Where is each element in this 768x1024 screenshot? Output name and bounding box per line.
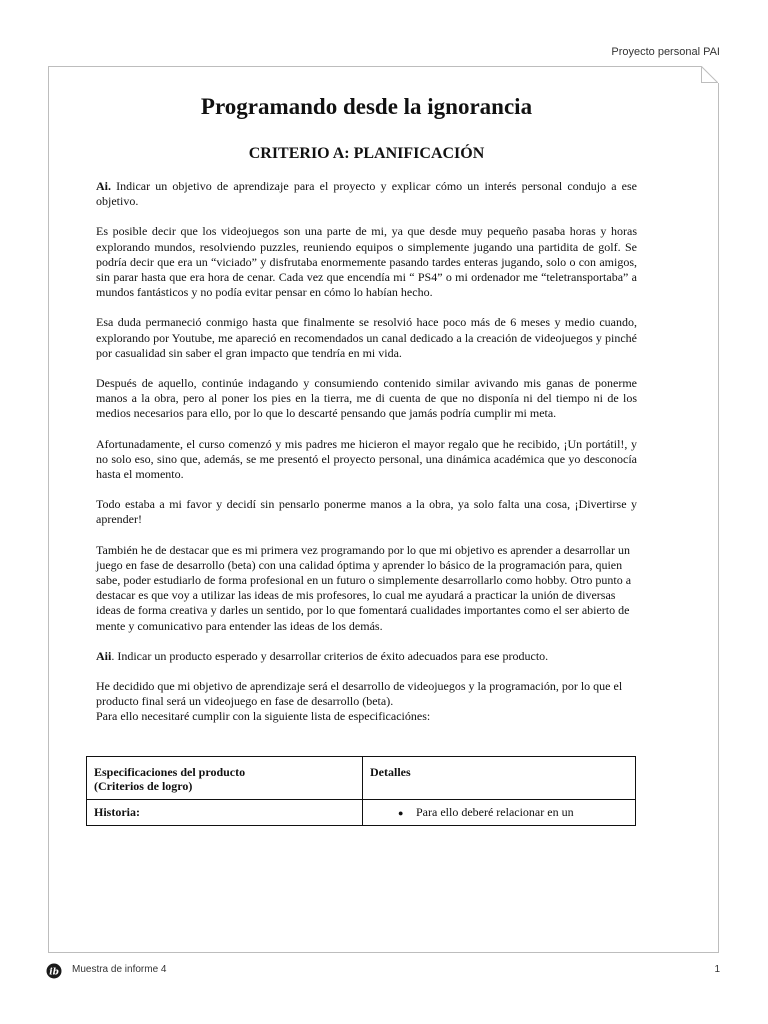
aii-prompt-text: . Indicar un producto esperado y desarrollar criterios de éxito adecuados para ese producto. [111, 648, 549, 663]
page-fold-icon [701, 66, 718, 83]
paragraph: También he de destacar que es mi primera vez programando por lo que mi objetivo es aprender a desarrollar un juego en fase de desarrollo (beta) con una calidad óptima y aprender lo básico de la programación para, quien sabe, poder estudiarlo de forma profesional en un futuro o simplemente desarrollarlo como hobby. Otro punto a destacar es que voy a utilizar las ideas de mis profesores, lo cual me ayudará a practicar la unión de diversas ideas de forma creativa y darles un sentido, por lo que fomentará cualidades importantes como el ser abierto de mente y comunicativo para entender las ideas de los demás. [96, 542, 632, 633]
table-header-row [87, 757, 636, 800]
ib-logo-icon [46, 963, 62, 979]
paragraph: Esa duda permaneció conmigo hasta que finalmente se resolvió hace poco más de 6 meses y medio cuando, explorando por Youtube, me apareció en recomendados un canal dedicado a la creación de videojuegos y pinché por casualidad sin saber el gran impacto que tendría en mi vida. [96, 315, 637, 360]
ai-prompt [96, 179, 637, 209]
paragraph: Todo estaba a mi favor y decidí sin pensarlo ponerme manos a la obra, ya solo falta una cosa, ¡Divertirse y aprender! [96, 497, 637, 527]
bullet-icon: ● [398, 808, 404, 818]
page-frame-right-border [718, 83, 719, 952]
table-cell-details [363, 800, 636, 826]
list-item-text: Para ello deberé relacionar en un [416, 805, 574, 819]
svg-text:ib: ib [49, 967, 59, 978]
ai-prompt-text: Indicar un objetivo de aprendizaje para el proyecto y explicar cómo un interés personal condujo a ese objetivo. [96, 179, 637, 209]
paragraph: Afortunadamente, el curso comenzó y mis padres me hicieron el mayor regalo que he recibido, ¡Un portátil!, y no solo eso, sino que, además, se me presentó el proyecto personal, una dinámica académica que yo desconocía hasta el momento. [96, 436, 637, 482]
ai-label: Ai. [96, 179, 111, 193]
table-row [87, 800, 636, 826]
aii-paragraph: He decidido que mi objetivo de aprendizaje será el desarrollo de videojuegos y la programación, por lo que el producto final será un videojuego en fase de desarrollo (beta). [96, 679, 623, 709]
aii-label: Aii [96, 648, 112, 663]
document-title: Programando desde la ignorancia [200, 94, 533, 119]
table-header-cell-details: Detalles [363, 757, 636, 800]
document-body [96, 92, 637, 725]
specifications-table [86, 756, 636, 826]
table-header-specs-line2: (Criterios de logro) [94, 779, 193, 793]
paragraph: Es posible decir que los videojuegos son una parte de mi, ya que desde muy pequeño pasaba horas y horas explorando mundos, resolviendo puzzles, reuniendo equipos o simplemente jugando una partidita de golf. Se podría decir que era un “viciado” y disfrutaba enormemente pasando tardes enteras jugando, solo o con amigos, sin parar hasta que era hora de cenar. Cada vez que encendía mi “ PS4” o mi ordenador me “teletransportaba” a mundos fantásticos y no podía evitar pensar en cómo lo habían hecho. [96, 224, 637, 300]
table-header-cell-specs [87, 757, 363, 800]
page-frame-top-border [48, 66, 701, 67]
header-project-label: Proyecto personal PAI [611, 46, 720, 58]
table-header-specs-line1: Especificaciones del producto [94, 765, 246, 779]
table-cell-historia: Historia: [87, 800, 363, 826]
paragraph: Después de aquello, continúe indagando y consumiendo contenido similar avivando mis ganas de ponerme manos a la obra, pero al poner los pies en la tierra, me di cuenta de que no disponía ni del tiempo ni de los medios necesarios para ello, por lo que lo descarté pensando que jamás podría cumplir mi meta. [96, 376, 637, 421]
list-item [370, 805, 629, 820]
footer-report-label: Muestra de informe 4 [72, 964, 167, 975]
section-heading: CRITERIO A: PLANIFICACIÓN [248, 145, 485, 162]
footer-page-number: 1 [714, 964, 720, 975]
aii-prompt [96, 649, 637, 664]
aii-paragraph-list-intro: Para ello necesitaré cumplir con la siguiente lista de especificaciónes: [96, 709, 431, 724]
